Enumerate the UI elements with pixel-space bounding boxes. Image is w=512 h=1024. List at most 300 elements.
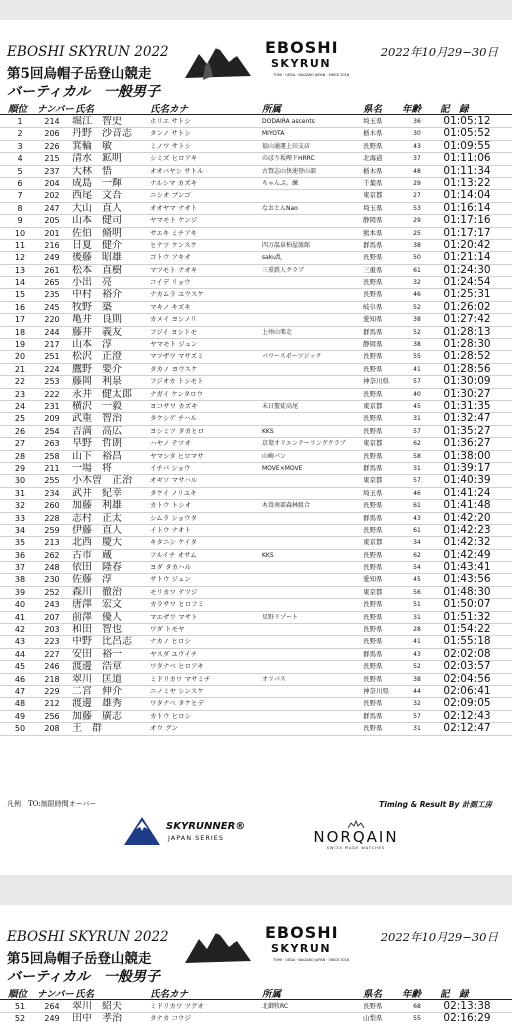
team-cell: ちゃんぷ。練: [262, 179, 299, 187]
prefecture-cell: 長野県: [363, 501, 383, 510]
table-row: [0, 240, 512, 252]
kana-cell: キタニシ ケイタ: [150, 538, 198, 547]
team-cell: 京葉オリエンテーリングクラブ: [262, 440, 346, 448]
kana-cell: マツザワ マサズミ: [150, 352, 204, 361]
prefecture-cell: 長野県: [363, 724, 383, 733]
time-cell: 01:50:07: [443, 599, 491, 611]
col-name: 氏名: [75, 989, 95, 1000]
mountain-runner-icon: [185, 921, 261, 975]
name-cell: 武重 智治: [72, 413, 122, 425]
table-row: [0, 116, 512, 128]
rank-cell: 36: [14, 550, 26, 560]
table-row: [0, 252, 512, 264]
name-cell: 小木曽 正治: [72, 475, 132, 487]
col-time: 記 録: [440, 104, 469, 115]
age-cell: 40: [413, 390, 421, 398]
rank-cell: 19: [14, 340, 26, 350]
age-cell: 52: [413, 328, 421, 336]
name-cell: 加藤 利雄: [72, 500, 122, 512]
table-row: [0, 562, 512, 574]
time-cell: 01:39:17: [443, 462, 491, 474]
time-cell: 01:43:41: [443, 562, 491, 574]
logo-subtext: TOMI · UEDA · NAGANO JAPAN · SINCE 2018: [273, 958, 350, 962]
prefecture-cell: 群馬県: [363, 327, 383, 336]
prefecture-cell: 静岡県: [363, 340, 383, 349]
time-cell: 01:40:39: [443, 475, 491, 487]
table-row: [0, 389, 512, 401]
time-cell: 01:32:47: [443, 413, 491, 425]
name-cell: 伊藤 直人: [72, 524, 122, 536]
kana-cell: イトウ ナオト: [150, 525, 191, 534]
name-cell: 山下 裕昌: [72, 450, 122, 462]
time-cell: 01:28:56: [443, 363, 491, 375]
time-cell: 01:41:48: [443, 500, 491, 512]
prefecture-cell: 北海道: [363, 154, 383, 163]
prefecture-cell: 群馬県: [363, 649, 383, 658]
time-cell: 01:27:42: [443, 314, 491, 326]
prefecture-cell: 長野県: [363, 662, 383, 671]
bib-cell: 231: [44, 401, 60, 411]
name-cell: 佐伯 脩明: [72, 227, 122, 239]
prefecture-cell: 群馬県: [363, 513, 383, 522]
rank-cell: 20: [14, 352, 26, 362]
team-cell: 北御牧RC: [262, 1003, 289, 1010]
event-title: EBOSHI SKYRUN 2022: [7, 44, 169, 60]
col-time: 記 録: [440, 989, 469, 1000]
prefecture-cell: 長野県: [363, 525, 383, 534]
age-cell: 30: [413, 130, 421, 138]
name-cell: 中野 比呂志: [72, 636, 132, 648]
bib-cell: 203: [44, 625, 60, 635]
name-cell: 堀江 智史: [72, 116, 122, 127]
time-cell: 02:13:38: [443, 1001, 491, 1012]
table-row: [0, 265, 512, 277]
rank-cell: 23: [14, 389, 26, 399]
bib-cell: 214: [44, 117, 60, 126]
time-cell: 01:11:34: [443, 165, 491, 177]
rank-cell: 39: [14, 587, 26, 597]
age-cell: 61: [413, 502, 421, 510]
col-rank: 順位: [8, 104, 28, 115]
kana-cell: ニシオ ブンゴ: [150, 191, 191, 200]
age-cell: 32: [413, 700, 421, 708]
kana-cell: カラサワ ヒロフミ: [150, 600, 205, 609]
time-cell: 02:09:05: [443, 698, 491, 710]
kana-cell: シミズ ヒロアキ: [150, 154, 198, 163]
col-team: 所属: [262, 104, 282, 115]
team-cell: MIYOTA: [262, 130, 285, 138]
rank-cell: 1: [17, 117, 23, 126]
bib-cell: 201: [44, 228, 60, 238]
time-cell: 01:24:30: [443, 264, 491, 276]
kana-cell: カメイ ヨシノリ: [150, 315, 197, 324]
age-cell: 61: [413, 266, 421, 274]
rank-cell: 9: [17, 216, 23, 226]
time-cell: 01:43:56: [443, 574, 491, 586]
prefecture-cell: 長野県: [363, 612, 383, 621]
logo-text-eboshi: EBOSHI: [265, 923, 339, 942]
bib-cell: 212: [44, 699, 60, 709]
time-cell: 02:12:47: [443, 723, 491, 735]
prefecture-cell: 埼玉県: [363, 203, 383, 212]
rank-cell: 49: [14, 711, 26, 721]
kana-cell: ワタナベ タケヒデ: [150, 699, 205, 708]
bib-cell: 245: [44, 302, 60, 312]
table-row: [0, 599, 512, 611]
team-cell: 末日聖徒高尾: [262, 402, 299, 410]
name-cell: 翠川 紹夫: [72, 1001, 122, 1012]
age-cell: 38: [413, 241, 421, 249]
rank-cell: 31: [14, 488, 26, 498]
prefecture-cell: 長野県: [363, 141, 383, 150]
kana-cell: オギソ マサハル: [150, 476, 198, 485]
prefecture-cell: 東京都: [363, 587, 383, 596]
kana-cell: マツモト ナオキ: [150, 265, 198, 274]
age-cell: 29: [413, 217, 421, 225]
age-cell: 57: [413, 427, 421, 435]
age-cell: 55: [413, 353, 421, 361]
rank-cell: 24: [14, 401, 26, 411]
bib-cell: 222: [44, 389, 60, 399]
rank-cell: 10: [14, 228, 26, 238]
table-row: [0, 351, 512, 363]
rank-cell: 16: [14, 302, 26, 312]
bib-cell: 211: [44, 463, 60, 473]
kana-cell: ヨシミツ タカヒロ: [150, 426, 205, 435]
age-cell: 45: [413, 402, 421, 410]
table-row: [0, 289, 512, 301]
team-cell: 上州山楽走: [262, 328, 293, 336]
bib-cell: 230: [44, 575, 60, 585]
time-cell: 01:51:32: [443, 611, 491, 623]
table-row: [0, 228, 512, 240]
table-row: [0, 426, 512, 438]
name-cell: 松沢 正澄: [72, 351, 122, 363]
bib-cell: 209: [44, 414, 60, 424]
prefecture-cell: 長野県: [363, 625, 383, 634]
time-cell: 01:42:23: [443, 524, 491, 536]
time-cell: 01:30:09: [443, 376, 491, 388]
bib-cell: 224: [44, 364, 60, 374]
age-cell: 57: [413, 477, 421, 485]
kana-cell: ヨコサワ カズキ: [150, 401, 198, 410]
name-cell: 古市 蔵: [72, 549, 112, 561]
bib-cell: 223: [44, 637, 60, 647]
kana-cell: ミドリカワ ツグオ: [150, 1002, 204, 1010]
rank-cell: 47: [14, 686, 26, 696]
prefecture-cell: 埼玉県: [363, 117, 383, 125]
bib-cell: 227: [44, 649, 60, 659]
age-cell: 68: [413, 1003, 421, 1010]
skyrunner-mountain-icon: [122, 815, 162, 847]
bib-cell: 204: [44, 178, 60, 188]
name-cell: 早野 哲朗: [72, 438, 122, 450]
kana-cell: ミドリカワ マサミチ: [150, 674, 211, 683]
table-row: [0, 215, 512, 227]
time-cell: 01:17:17: [443, 227, 491, 239]
bib-cell: 244: [44, 327, 60, 337]
time-cell: 01:05:52: [443, 128, 491, 140]
bib-cell: 261: [44, 265, 60, 275]
bib-cell: 246: [44, 662, 60, 672]
table-row: [0, 488, 512, 500]
prefecture-cell: 東京都: [363, 538, 383, 547]
event-date: 2022年10月29−30日: [380, 45, 498, 59]
time-cell: 01:16:14: [443, 202, 491, 214]
results-page-2: [0, 905, 512, 1024]
kana-cell: フジイ ヨシトモ: [150, 327, 197, 336]
time-cell: 02:03:57: [443, 661, 491, 673]
name-cell: 丹野 沙音志: [72, 128, 132, 140]
rank-cell: 25: [14, 414, 26, 424]
age-cell: 51: [413, 601, 421, 609]
bib-cell: 262: [44, 550, 60, 560]
time-cell: 01:48:30: [443, 586, 491, 598]
table-row: [0, 314, 512, 326]
time-cell: 01:17:16: [443, 215, 491, 227]
team-cell: 山崎パン: [262, 452, 287, 460]
kana-cell: ナカノ ヒロシ: [150, 637, 191, 646]
name-cell: 山本 淳: [72, 339, 112, 351]
table-row: [0, 327, 512, 339]
age-cell: 58: [413, 452, 421, 460]
name-cell: 志村 正太: [72, 512, 122, 524]
kana-cell: ミノワ サトシ: [150, 141, 192, 150]
kana-cell: ワタナベ ヒロアキ: [150, 662, 204, 671]
table-row: [0, 401, 512, 413]
table-row: [0, 686, 512, 698]
team-cell: DODAIRA ascents: [262, 118, 315, 125]
time-cell: 01:30:27: [443, 388, 491, 400]
kana-cell: ヤマモト ジュン: [150, 340, 198, 349]
prefecture-cell: 長野県: [363, 637, 383, 646]
team-cell: KKS: [262, 551, 274, 559]
age-cell: 44: [413, 687, 421, 695]
team-cell: のぼり坂喫ドHRRC: [262, 155, 315, 163]
name-cell: 加藤 廣志: [72, 710, 122, 722]
rank-cell: 15: [14, 290, 26, 300]
time-cell: 01:20:42: [443, 239, 491, 251]
kana-cell: オオバヤシ サトル: [150, 166, 204, 175]
prefecture-cell: 長野県: [363, 550, 383, 559]
age-cell: 48: [413, 167, 421, 175]
category-title: バーティカル 一般男子: [7, 84, 160, 100]
time-cell: 01:38:00: [443, 450, 491, 462]
age-cell: 34: [413, 539, 421, 547]
age-cell: 31: [413, 725, 421, 733]
bib-cell: 249: [44, 253, 60, 263]
name-cell: 後藤 昭雄: [72, 252, 122, 264]
kana-cell: ヤマシタ ヒロマサ: [150, 451, 204, 460]
age-cell: 52: [413, 303, 421, 311]
age-cell: 46: [413, 291, 421, 299]
age-cell: 41: [413, 638, 421, 646]
rank-cell: 27: [14, 439, 26, 449]
name-cell: 吉満 高広: [72, 425, 122, 437]
time-cell: 01:35:27: [443, 425, 491, 437]
col-kana: 氏名カナ: [150, 989, 189, 1000]
name-cell: 依田 隆春: [72, 562, 122, 574]
kana-cell: タンノ サトシ: [150, 129, 191, 138]
age-cell: 57: [413, 712, 421, 720]
prefecture-cell: 長野県: [363, 253, 383, 262]
time-cell: 01:31:35: [443, 400, 491, 412]
time-cell: 02:16:29: [443, 1013, 491, 1024]
col-rank: 順位: [8, 989, 28, 1000]
prefecture-cell: 長野県: [363, 699, 383, 708]
bib-cell: 265: [44, 278, 60, 288]
bib-cell: 234: [44, 488, 60, 498]
logo-subtext: TOMI · UEDA · NAGANO JAPAN · SINCE 2018: [273, 73, 350, 77]
team-cell: MOVE×MOVE: [262, 464, 303, 472]
prefecture-cell: 群馬県: [363, 240, 383, 249]
bib-cell: 258: [44, 451, 60, 461]
table-row: [0, 587, 512, 599]
page-header: [0, 20, 512, 130]
name-cell: 小出 亮: [72, 277, 112, 289]
legend: 凡例 TO:制限時間オーバー: [7, 800, 97, 808]
bib-cell: 255: [44, 476, 60, 486]
prefecture-cell: 群馬県: [363, 463, 383, 472]
name-cell: 大山 直人: [72, 202, 122, 214]
table-row: [0, 451, 512, 463]
prefecture-cell: 長野県: [363, 352, 383, 361]
kana-cell: モリカワ テツジ: [150, 587, 198, 596]
col-name: 氏名: [75, 104, 95, 115]
kana-cell: タカノ ヨウスケ: [150, 364, 198, 373]
age-cell: 56: [413, 588, 421, 596]
prefecture-cell: 三重県: [363, 265, 383, 274]
results-table: [0, 1001, 512, 1024]
bib-cell: 226: [44, 141, 60, 151]
rank-cell: 48: [14, 699, 26, 709]
time-cell: 01:54:22: [443, 624, 491, 636]
age-cell: 45: [413, 576, 421, 584]
time-cell: 01:26:02: [443, 301, 491, 313]
time-cell: 01:21:14: [443, 252, 491, 264]
prefecture-cell: 愛知県: [363, 315, 383, 324]
name-cell: 永井 健太郎: [72, 388, 132, 400]
table-row: [0, 612, 512, 624]
table-row: [0, 537, 512, 549]
prefecture-cell: 東京都: [363, 401, 383, 410]
rank-cell: 42: [14, 625, 26, 635]
prefecture-cell: 静岡県: [363, 216, 383, 225]
name-cell: 成島 一輝: [72, 177, 122, 189]
rank-cell: 5: [17, 166, 23, 176]
prefecture-cell: 長野県: [363, 278, 383, 287]
name-cell: 藤井 義友: [72, 326, 122, 338]
prefecture-cell: 長野県: [363, 426, 383, 435]
kana-cell: マエザワ マサト: [150, 612, 198, 621]
col-bib: ナンバー: [37, 989, 74, 1000]
table-row: [0, 166, 512, 178]
col-age: 年齢: [402, 989, 422, 1000]
results-page-1: [0, 20, 512, 875]
kana-cell: ニノミヤ シンスケ: [150, 686, 204, 695]
name-cell: 横沢 一毅: [72, 400, 122, 412]
age-cell: 31: [413, 613, 421, 621]
name-cell: 中村 裕介: [72, 289, 122, 301]
rank-cell: 33: [14, 513, 26, 523]
bib-cell: 220: [44, 315, 60, 325]
kana-cell: フルイチ オサム: [150, 550, 197, 559]
name-cell: 亀井 良則: [72, 314, 122, 326]
prefecture-cell: 群馬県: [363, 711, 383, 720]
kana-cell: タナカ コウジ: [150, 1014, 191, 1023]
table-header: [0, 100, 512, 115]
rank-cell: 40: [14, 600, 26, 610]
logo-text-skyrun: SKYRUN: [271, 942, 332, 955]
name-cell: 二宮 伸介: [72, 685, 122, 697]
skyrunner-title: SKYRUNNER®: [166, 821, 246, 832]
bib-cell: 215: [44, 154, 60, 164]
rank-cell: 13: [14, 265, 26, 275]
table-row: [0, 339, 512, 351]
bib-cell: 251: [44, 352, 60, 362]
age-cell: 31: [413, 464, 421, 472]
table-row: [0, 674, 512, 686]
rank-cell: 37: [14, 563, 26, 573]
team-cell: 星野リゾート: [262, 613, 299, 621]
age-cell: 38: [413, 316, 421, 324]
name-cell: 松本 直樹: [72, 264, 122, 276]
bib-cell: 216: [44, 240, 60, 250]
event-title-japanese: 第5回烏帽子岳登山競走: [7, 951, 152, 967]
bib-cell: 247: [44, 203, 60, 213]
age-cell: 50: [413, 254, 421, 262]
age-cell: 37: [413, 155, 421, 163]
bib-cell: 260: [44, 501, 60, 511]
age-cell: 27: [413, 192, 421, 200]
age-cell: 62: [413, 551, 421, 559]
prefecture-cell: 東京都: [363, 439, 383, 448]
table-row: [0, 636, 512, 648]
prefecture-cell: 神奈川県: [363, 377, 389, 386]
skyrunner-logo: [122, 815, 262, 847]
kana-cell: オウ グン: [150, 724, 179, 733]
prefecture-cell: 長野県: [363, 290, 383, 299]
bib-cell: 229: [44, 686, 60, 696]
table-row: [0, 525, 512, 537]
time-cell: 01:41:24: [443, 487, 491, 499]
team-cell: 古賀志山快速登山部: [262, 167, 317, 175]
name-cell: 武井 紀幸: [72, 487, 122, 499]
rank-cell: 28: [14, 451, 26, 461]
prefecture-cell: 岐阜県: [363, 302, 383, 311]
bib-cell: 218: [44, 674, 60, 684]
norqain-logo: [296, 820, 416, 854]
table-row: [0, 153, 512, 165]
name-cell: 田中 孝治: [72, 1013, 122, 1024]
time-cell: 01:24:54: [443, 277, 491, 289]
age-cell: 61: [413, 526, 421, 534]
table-row: [0, 711, 512, 723]
name-cell: 和田 智也: [72, 624, 122, 636]
time-cell: 01:14:04: [443, 190, 491, 202]
rank-cell: 22: [14, 377, 26, 387]
age-cell: 62: [413, 440, 421, 448]
age-cell: 46: [413, 489, 421, 497]
bib-cell: 213: [44, 538, 60, 548]
kana-cell: ヤマモト ケンジ: [150, 216, 198, 225]
kana-cell: サトウ ジュン: [150, 575, 191, 584]
category-title: バーティカル 一般男子: [7, 969, 160, 985]
name-cell: 唐澤 宏文: [72, 599, 122, 611]
name-cell: 箕輪 敏: [72, 140, 112, 152]
name-cell: 前澤 優人: [72, 611, 122, 623]
prefecture-cell: 千葉県: [363, 178, 383, 187]
